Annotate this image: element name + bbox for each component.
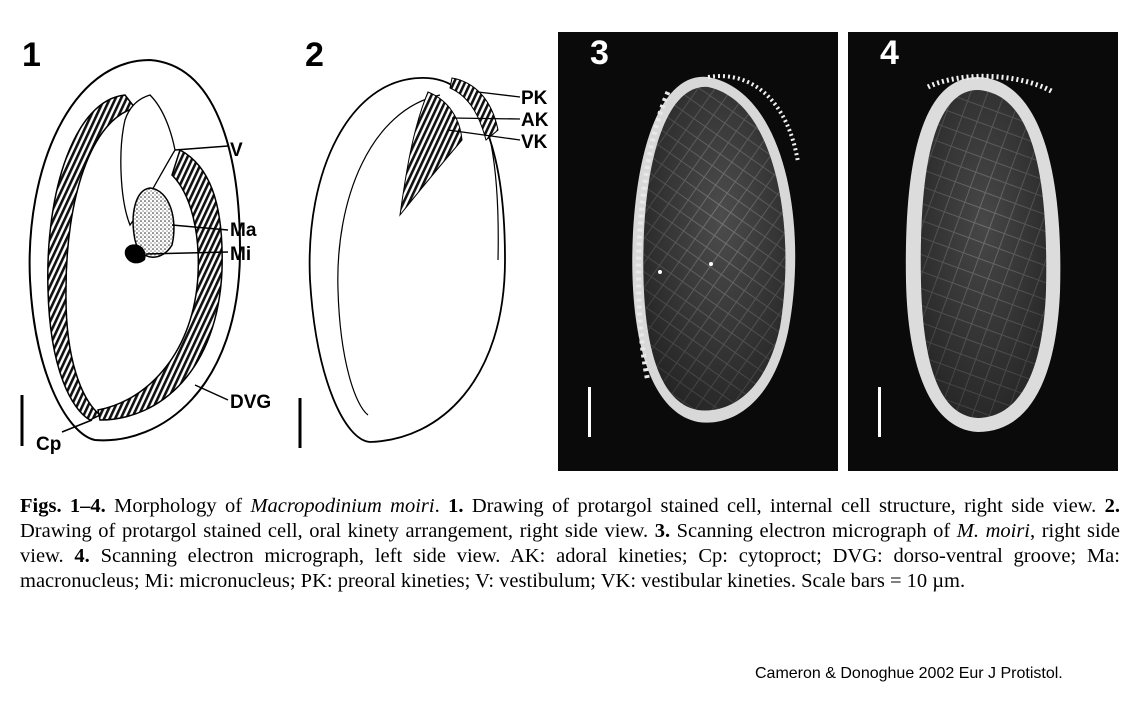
caption-period: .	[434, 495, 449, 517]
label-mi: Mi	[230, 244, 252, 265]
figure-caption	[20, 494, 1120, 594]
panel-number-3: 3	[590, 34, 609, 72]
caption-species: Macropodinium moiri	[250, 495, 435, 517]
caption-title: Figs. 1–4.	[20, 495, 106, 517]
figure-4-sem-micrograph	[848, 32, 1118, 471]
caption-text-3: Scanning electron micrograph of	[670, 520, 957, 542]
caption-num-4: 4.	[74, 545, 90, 567]
caption-text-1: Drawing of protargol stained cell, internal cell structure, right side view.	[463, 495, 1105, 517]
label-ma: Ma	[230, 220, 257, 241]
label-dvg: DVG	[230, 392, 272, 413]
figure-2-drawing	[300, 78, 520, 448]
source-credit: Cameron & Donoghue 2002 Eur J Protistol.	[755, 665, 1063, 682]
label-cp: Cp	[36, 434, 62, 455]
label-ak: AK	[521, 110, 549, 131]
caption-text-3b: , right side view.	[20, 520, 1121, 567]
caption-text-2: Drawing of protargol stained cell, oral kinety arrangement, right side view.	[20, 520, 655, 542]
panel-number-1: 1	[22, 36, 41, 74]
panel-number-4: 4	[880, 34, 899, 72]
caption-num-1: 1.	[448, 495, 464, 517]
line-drawings	[0, 0, 560, 480]
label-v: V	[230, 140, 243, 161]
caption-species-short: M. moiri	[956, 520, 1030, 542]
label-pk: PK	[521, 88, 548, 109]
caption-intro: Morphology of	[105, 495, 251, 517]
caption-text-4: Scanning electron micrograph, left side view. AK: adoral kineties; Cp: cytoproct; DVG: dorso-ventral groove; Ma: macronucleus; Mi: micronucleus; PK: preoral kineties; V: vestibulum; VK: vestibular kineties. Scale bars = 10 µm.	[20, 545, 1120, 592]
caption-num-2: 2.	[1104, 495, 1121, 517]
label-vk: VK	[521, 132, 548, 153]
figure-3-sem-micrograph	[558, 32, 838, 471]
figure-1-drawing	[22, 60, 240, 446]
caption-num-3: 3.	[654, 520, 671, 542]
panel-number-2: 2	[305, 36, 324, 74]
